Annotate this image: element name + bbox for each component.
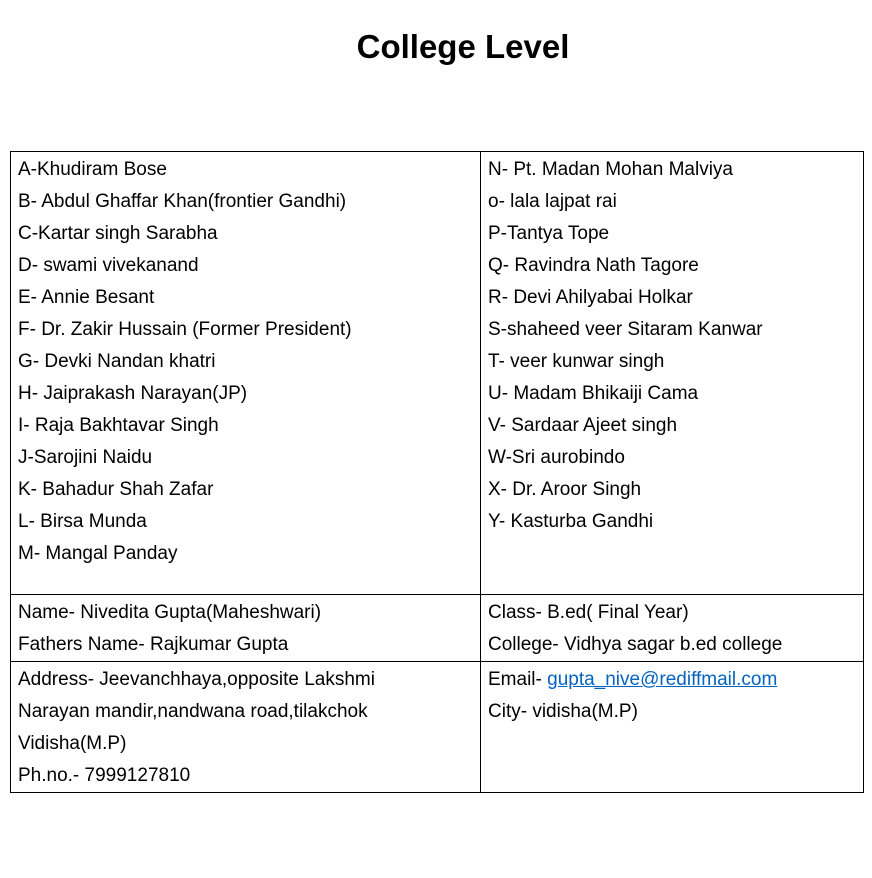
- contact-cell: [481, 662, 864, 793]
- list-item: Y- Kasturba Gandhi: [488, 511, 654, 532]
- list-item: P-Tantya Tope: [488, 223, 610, 244]
- address-cell: [11, 662, 481, 793]
- list-item: V- Sardaar Ajeet singh: [488, 415, 678, 436]
- student-name: Name- Nivedita Gupta(Maheshwari): [18, 602, 322, 623]
- student-contact-row: [11, 662, 864, 793]
- father-name: Fathers Name- Rajkumar Gupta: [18, 634, 289, 655]
- email-label: Email-: [488, 669, 548, 690]
- names-right-cell: [481, 152, 864, 595]
- names-row: [11, 152, 864, 595]
- info-table: [10, 151, 864, 793]
- list-item: U- Madam Bhikaiji Cama: [488, 383, 699, 404]
- email-link[interactable]: gupta_nive@rediffmail.com: [547, 669, 778, 690]
- list-item: N- Pt. Madan Mohan Malviya: [488, 159, 733, 180]
- list-item: J-Sarojini Naidu: [18, 447, 153, 468]
- list-item: G- Devki Nandan khatri: [18, 351, 216, 372]
- phone-number: Ph.no.- 7999127810: [18, 765, 191, 786]
- class-cell: [481, 595, 864, 662]
- list-item: W-Sri aurobindo: [488, 447, 625, 468]
- list-item: A-Khudiram Bose: [18, 159, 167, 180]
- list-item: E- Annie Besant: [18, 287, 155, 308]
- student-info-row: [11, 595, 864, 662]
- email-line: [488, 664, 863, 696]
- list-item: M- Mangal Panday: [18, 543, 178, 564]
- list-item: R- Devi Ahilyabai Holkar: [488, 287, 693, 308]
- names-left-cell: [11, 152, 481, 595]
- list-item: C-Kartar singh Sarabha: [18, 223, 218, 244]
- list-item: I- Raja Bakhtavar Singh: [18, 415, 219, 436]
- page-title: College Level: [356, 28, 570, 65]
- list-item: B- Abdul Ghaffar Khan(frontier Gandhi): [18, 191, 347, 212]
- list-item: H- Jaiprakash Narayan(JP): [18, 383, 248, 404]
- list-item: X- Dr. Aroor Singh: [488, 479, 642, 500]
- address-line-3: Vidisha(M.P): [18, 733, 127, 754]
- list-item: F- Dr. Zakir Hussain (Former President): [18, 319, 352, 340]
- list-item: T- veer kunwar singh: [488, 351, 665, 372]
- list-item: D- swami vivekanand: [18, 255, 199, 276]
- list-item: o- lala lajpat rai: [488, 191, 617, 212]
- list-item: Q- Ravindra Nath Tagore: [488, 255, 699, 276]
- city: City- vidisha(M.P): [488, 701, 638, 722]
- student-college: College- Vidhya sagar b.ed college: [488, 634, 783, 655]
- list-item: K- Bahadur Shah Zafar: [18, 479, 214, 500]
- address-line-1: Address- Jeevanchhaya,opposite Lakshmi: [18, 669, 375, 690]
- list-item: S-shaheed veer Sitaram Kanwar: [488, 319, 763, 340]
- list-item: L- Birsa Munda: [18, 511, 147, 532]
- name-cell: [11, 595, 481, 662]
- student-class: Class- B.ed( Final Year): [488, 602, 689, 623]
- address-line-2: Narayan mandir,nandwana road,tilakchok: [18, 701, 368, 722]
